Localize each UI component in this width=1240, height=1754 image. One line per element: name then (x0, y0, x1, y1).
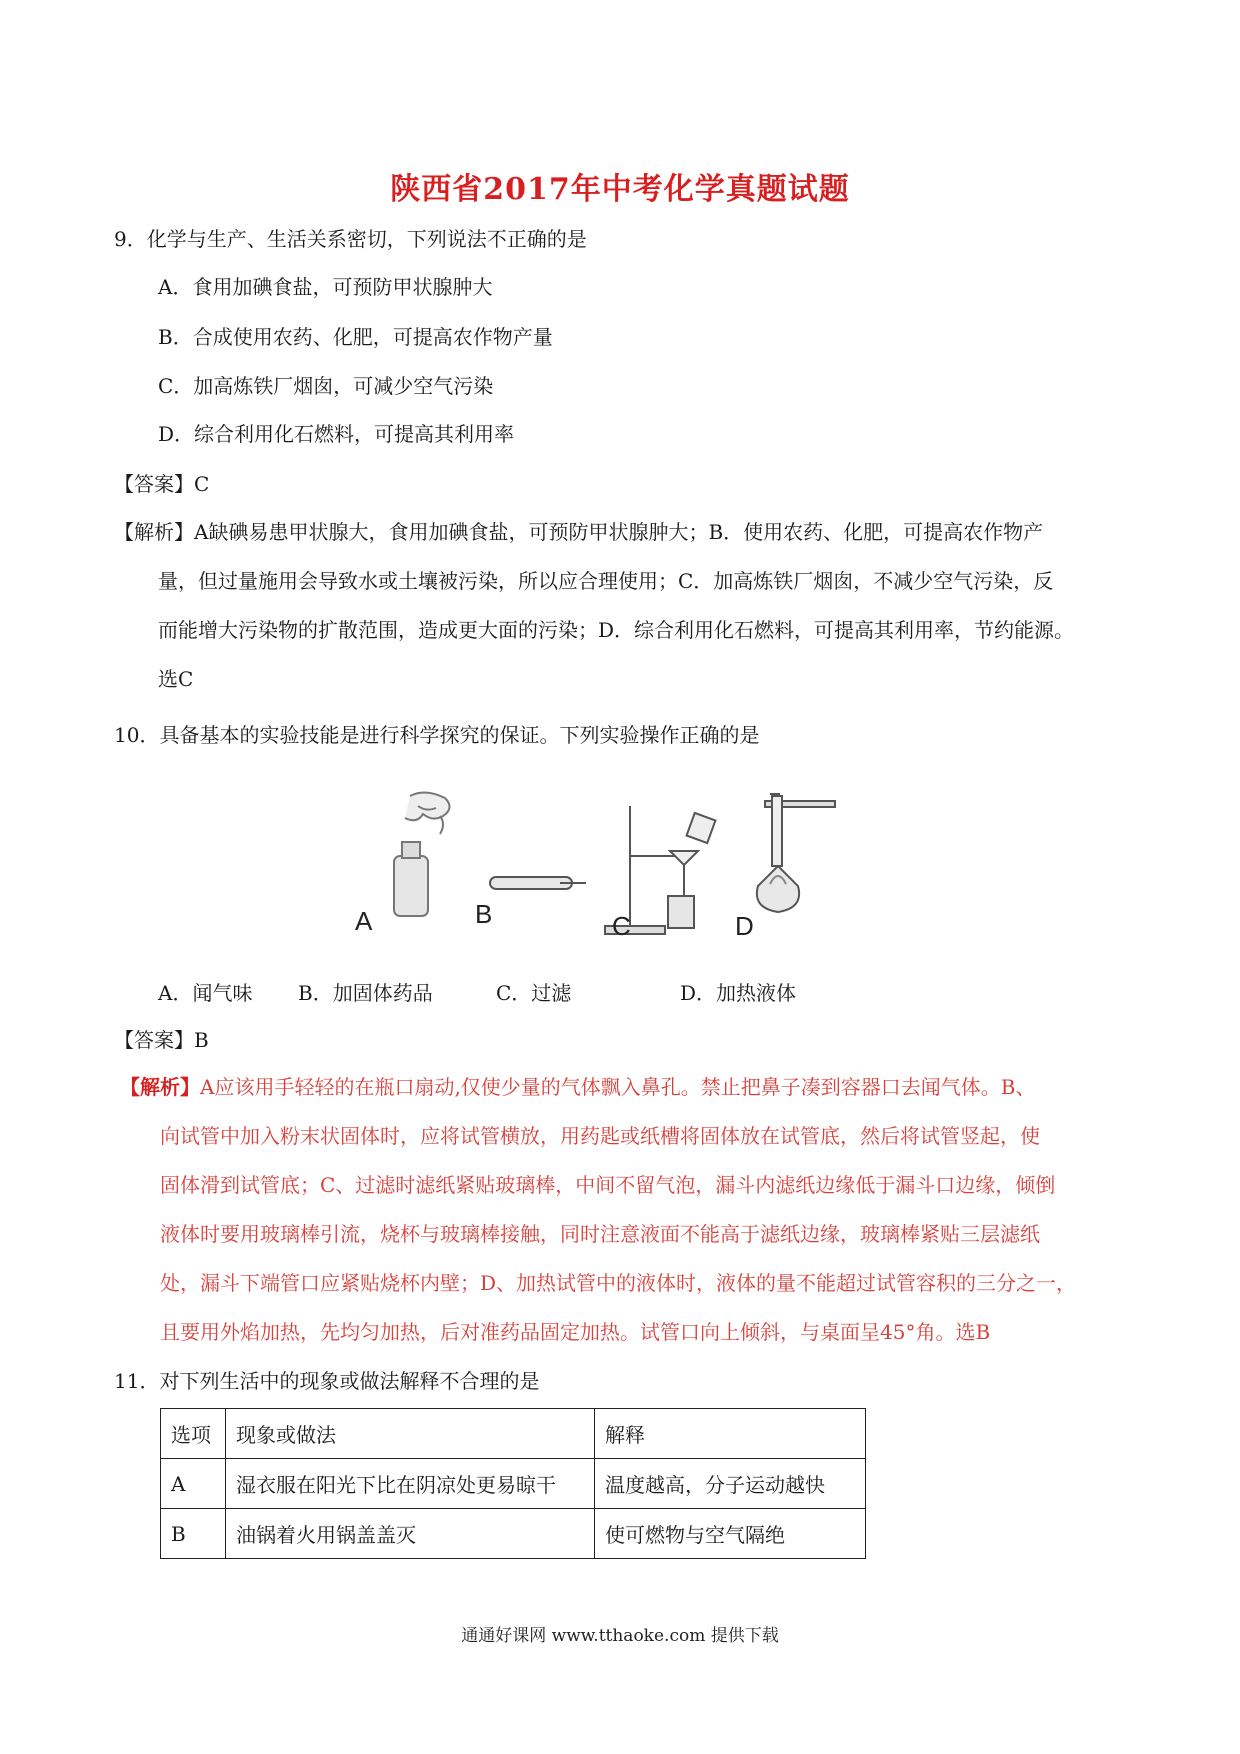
table-cell: 湿衣服在阳光下比在阴凉处更易晾干 (226, 1459, 595, 1509)
test-tube-drawing (490, 877, 586, 889)
table-header-cell: 选项 (161, 1409, 226, 1459)
q11-table (160, 1408, 866, 1559)
q10-analysis-line: 且要用外焰加热，先均匀加热，后对准药品固定加热。试管口向上倾斜，与桌面呈45°角。选B (160, 1320, 991, 1344)
table-cell: A (161, 1459, 226, 1509)
table-cell: 温度越高，分子运动越快 (595, 1459, 866, 1509)
table-row (161, 1459, 866, 1509)
table-row (161, 1509, 866, 1559)
q9-analysis-line: 量，但过量施用会导致水或土壤被污染，所以应合理使用；C．加高炼铁厂烟囱，不减少空气污染，反 (158, 569, 1054, 593)
q9-analysis (114, 508, 1124, 704)
lab-apparatus-figure (380, 786, 920, 956)
figure-label-a: A (355, 906, 373, 936)
q10-analysis (120, 1063, 1130, 1357)
table-cell: 使可燃物与空气隔绝 (595, 1509, 866, 1559)
q10-option-b: B．加固体药品 (298, 981, 433, 1005)
figure-label-d: D (735, 911, 754, 941)
table-cell: B (161, 1509, 226, 1559)
q9-analysis-line: 而能增大污染物的扩散范围，造成更大面的污染；D．综合利用化石燃料，可提高其利用率，节约能源。 (158, 618, 1075, 642)
table-cell: 油锅着火用锅盖盖灭 (226, 1509, 595, 1559)
q10-analysis-tag: 【解析】 (120, 1075, 200, 1099)
q10-analysis-line: 液体时要用玻璃棒引流，烧杯与玻璃棒接触，同时注意液面不能高于滤纸边缘，玻璃棒紧贴三层滤纸 (160, 1222, 1040, 1246)
q10-stem: 10．具备基本的实验技能是进行科学探究的保证。下列实验操作正确的是 (114, 723, 760, 747)
figure-label-c: C (612, 911, 631, 941)
page-footer: 通通好课网 www.tthaoke.com 提供下载 (461, 1626, 779, 1646)
table-header-cell: 现象或做法 (226, 1409, 595, 1459)
q9-option-d: D．综合利用化石燃料，可提高其利用率 (158, 422, 515, 446)
heating-liquid-drawing (757, 794, 835, 912)
q9-answer-tag: 【答案】 (114, 472, 194, 496)
q10-option-a: A．闻气味 (158, 981, 253, 1005)
q10-answer-value: B (194, 1028, 209, 1052)
q9-stem: 9．化学与生产、生活关系密切，下列说法不正确的是 (114, 227, 587, 251)
table-header-row (161, 1409, 866, 1459)
q10-figure (355, 786, 920, 956)
q9-option-c: C．加高炼铁厂烟囱，可减少空气污染 (158, 374, 494, 398)
q10-analysis-line: 向试管中加入粉末状固体时，应将试管横放，用药匙或纸槽将固体放在试管底，然后将试管竖起，使 (160, 1124, 1040, 1148)
page-title: 陕西省2017年中考化学真题试题 (390, 172, 850, 207)
q10-answer-tag: 【答案】 (114, 1028, 194, 1052)
q10-analysis-line: 处，漏斗下端管口应紧贴烧杯内壁；D、加热试管中的液体时，液体的量不能超过试管容积的三分之一， (160, 1271, 1077, 1295)
q9-analysis-line: 选C (158, 667, 194, 691)
table-header-cell: 解释 (595, 1409, 866, 1459)
q10-analysis-line: 固体滑到试管底；C、过滤时滤纸紧贴玻璃棒，中间不留气泡，漏斗内滤纸边缘低于漏斗口边缘，倾倒 (160, 1173, 1056, 1197)
q9-analysis-line: A缺碘易患甲状腺大，食用加碘食盐，可预防甲状腺肿大；B．使用农药、化肥，可提高农作物产 (194, 520, 1044, 544)
q9-analysis-tag: 【解析】 (114, 520, 194, 544)
q10-option-d: D．加热液体 (680, 981, 797, 1005)
q9-answer (114, 471, 209, 497)
q10-answer (114, 1027, 209, 1053)
q9-option-b: B．合成使用农药、化肥，可提高农作物产量 (158, 325, 553, 349)
q11-stem: 11．对下列生活中的现象或做法解释不合理的是 (114, 1369, 540, 1393)
q10-option-c: C．过滤 (496, 981, 572, 1005)
q9-answer-value: C (194, 472, 210, 496)
figure-label-b: B (475, 899, 493, 929)
q9-option-a: A．食用加碘食盐，可预防甲状腺肿大 (158, 275, 493, 299)
q10-analysis-line: A应该用手轻轻的在瓶口扇动,仅使少量的气体飘入鼻孔。禁止把鼻子凑到容器口去闻气体。B、 (200, 1075, 1036, 1099)
smell-operation-drawing (394, 792, 450, 916)
